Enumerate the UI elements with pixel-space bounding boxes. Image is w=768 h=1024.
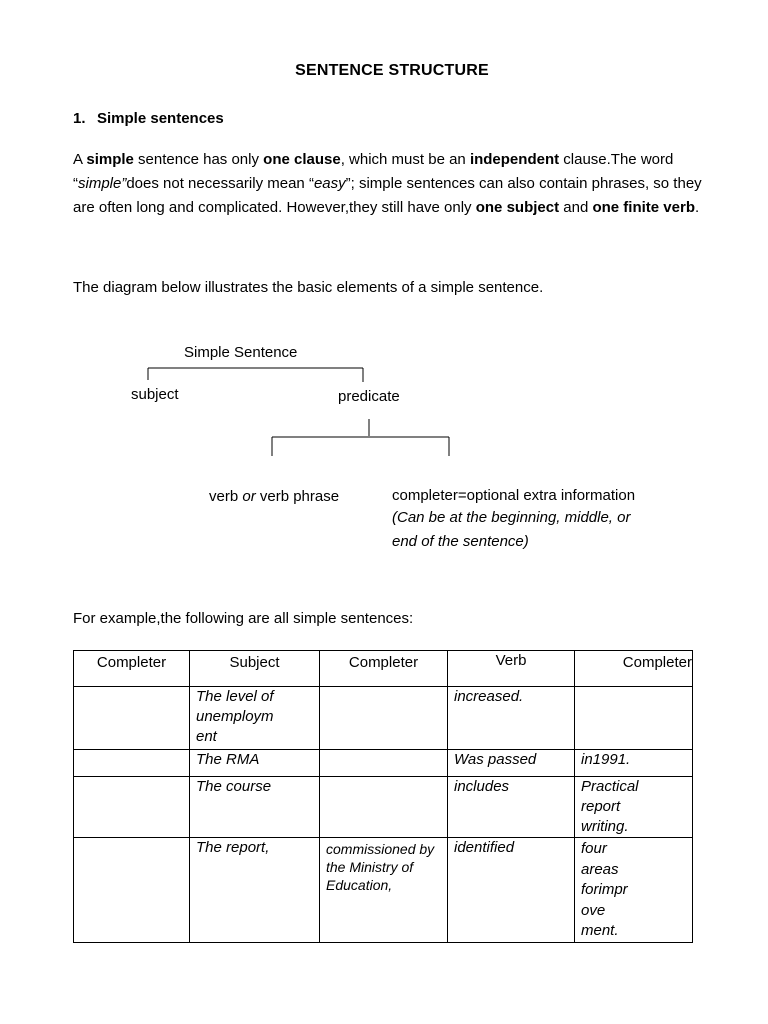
table-cell: Was passed — [448, 750, 575, 777]
bold-run: independent — [469, 151, 560, 168]
table-row — [74, 777, 693, 838]
column-header: Completer — [320, 651, 448, 687]
diagram-lines — [0, 330, 768, 570]
table-cell: increased. — [448, 687, 575, 750]
completer-label: completer=optional extra information — [392, 487, 636, 504]
table-cell — [575, 838, 693, 943]
column-header: Completer — [575, 651, 693, 687]
column-header: Completer — [74, 651, 190, 687]
predicate-label: predicate — [338, 388, 400, 405]
column-header: Verb — [448, 651, 575, 687]
text-run: sentence has only — [133, 151, 264, 168]
text-run: ”; simple sentences can also contain phrases, so they are often long and complicated. However,they still have only — [73, 175, 702, 216]
table-row — [74, 838, 693, 943]
italic-run: or — [242, 488, 256, 505]
intro-paragraph — [73, 148, 713, 220]
cell-text: four areas forimpr ove ment. — [581, 840, 628, 939]
table-cell: includes — [448, 777, 575, 838]
completer-note-line2: end of the sentence) — [392, 533, 529, 550]
example-table — [73, 650, 693, 943]
cell-text: Practical report writing. — [581, 778, 639, 835]
table-cell — [320, 687, 448, 750]
bold-run: one subject — [475, 199, 560, 216]
table-cell — [320, 838, 448, 943]
table-header-row — [74, 651, 693, 687]
italic-run: easy — [313, 175, 346, 192]
text-run: . — [695, 199, 700, 216]
table-cell: in1991. — [575, 750, 693, 777]
column-header: Subject — [190, 651, 320, 687]
table-cell — [575, 777, 693, 838]
cell-text: commissioned by the Ministry of Education, — [326, 841, 435, 893]
table-cell: The RMA — [190, 750, 320, 777]
text-run: verb phrase — [255, 488, 340, 505]
subject-label: subject — [131, 386, 179, 403]
table-cell — [320, 777, 448, 838]
section-label: Simple sentences — [97, 110, 224, 127]
table-cell — [575, 687, 693, 750]
cell-text: The level of unemploym ent — [196, 688, 274, 745]
table-cell — [320, 750, 448, 777]
bold-run: simple — [86, 151, 134, 168]
root-label: Simple Sentence — [184, 344, 298, 361]
completer-note-line1: (Can be at the beginning, middle, or — [392, 509, 631, 526]
text-run: verb — [209, 488, 243, 505]
table-cell — [74, 750, 190, 777]
example-intro: For example,the following are all simple sentences: — [73, 610, 414, 627]
bold-run: one clause — [263, 151, 341, 168]
text-run: and — [559, 199, 593, 216]
italic-run: simple” — [78, 175, 127, 192]
sentence-diagram — [0, 330, 768, 570]
table-row — [74, 750, 693, 777]
text-run: , which must be an — [340, 151, 470, 168]
section-heading — [73, 110, 224, 127]
table-cell — [190, 687, 320, 750]
diagram-intro: The diagram below illustrates the basic elements of a simple sentence. — [73, 279, 544, 296]
text-run: does not necessarily mean “ — [126, 175, 314, 192]
table-cell: identified — [448, 838, 575, 943]
table-cell — [74, 687, 190, 750]
table-row — [74, 687, 693, 750]
text-run: clause.The word “ — [73, 151, 674, 192]
verb-label — [209, 488, 339, 505]
table-cell — [74, 777, 190, 838]
table-cell: The course — [190, 777, 320, 838]
text-run: A — [73, 151, 87, 168]
table-cell — [74, 838, 190, 943]
section-number: 1. — [73, 110, 86, 127]
table-cell: The report, — [190, 838, 320, 943]
page-title: SENTENCE STRUCTURE — [295, 62, 489, 79]
bold-run: one finite verb — [592, 199, 695, 216]
